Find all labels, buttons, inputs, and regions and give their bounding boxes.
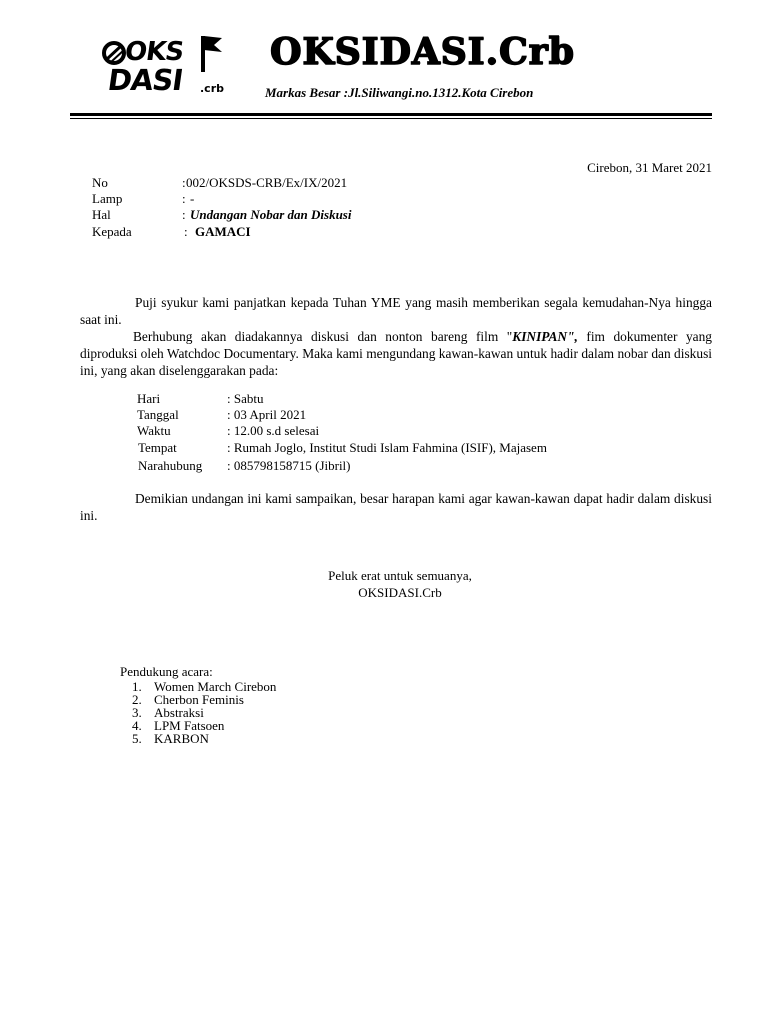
meta-value-kepada: GAMACI [195,224,251,239]
list-item-name: KARBON [154,731,209,746]
film-title: KINIPAN", [512,329,578,344]
list-item-number: 1. [132,679,142,694]
meta-value-hal: Undangan Nobar dan Diskusi [190,207,352,222]
detail-label-narahubung: Narahubung [138,458,203,473]
logo-text-line1: OKS [122,37,186,67]
list-item [132,732,276,745]
logo-text-line2: DASI [105,63,185,97]
paragraph-invitation-pre: Berhubung akan diadakannya diskusi dan nonton bareng film " [133,329,513,344]
meta-sep-lamp: : [182,191,186,206]
meta-label-no: No [92,175,108,190]
detail-value-tanggal: : 03 April 2021 [227,407,307,422]
detail-label-hari: Hari [137,391,161,406]
closing-signature: OKSIDASI.Crb [358,585,442,600]
letterhead-divider-thick [70,113,712,116]
paragraph-closing [80,490,712,524]
letterhead-divider-thin [70,118,712,119]
paragraph-closing-text: Demikian undangan ini kami sampaikan, besar harapan kami agar kawan-kawan dapat hadir dalam diskusi ini. [80,491,712,523]
meta-value-lamp: - [190,191,195,206]
meta-sep-hal: : [182,207,186,222]
meta-value-no: 002/OKSDS-CRB/Ex/IX/2021 [186,175,348,190]
list-item-number: 3. [132,705,142,720]
list-item-name: Women March Cirebon [154,679,277,694]
organization-name: OKSIDASI.Crb [270,31,575,73]
detail-value-narahubung: : 085798158715 (Jibril) [227,458,351,473]
paragraph-invitation-post: fim dokumenter yang diproduksi oleh Watchdoc Documentary. Maka kami mengundang kawan-kawan untuk hadir dalam nobar dan diskusi ini, yang akan diselenggarakan pada: [80,329,712,378]
detail-label-waktu: Waktu [137,423,171,438]
meta-label-hal: Hal [92,207,111,222]
meta-label-kepada: Kepada [92,224,132,239]
meta-sep-kepada: : [184,224,188,239]
organization-address: Markas Besar :Jl.Siliwangi.no.1312.Kota Cirebon [265,85,534,100]
list-item-number: 4. [132,718,142,733]
list-item-name: Abstraksi [154,705,204,720]
paragraph-opening-text: Puji syukur kami panjatkan kepada Tuhan YME yang masih memberikan segala kemudahan-Nya hingga saat ini. [80,295,712,327]
detail-value-waktu: : 12.00 s.d selesai [227,423,320,438]
supporters-list [132,680,276,745]
meta-sep-no: : [182,175,186,190]
detail-value-hari: : Sabtu [227,391,264,406]
paragraph-invitation [80,328,712,379]
supporters-title: Pendukung acara: [120,664,213,679]
list-item-number: 5. [132,731,142,746]
list-item-name: LPM Fatsoen [154,718,225,733]
logo-suffix: .crb [200,82,224,95]
detail-label-tanggal: Tanggal [137,407,179,422]
list-item-number: 2. [132,692,142,707]
detail-label-tempat: Tempat [138,440,177,455]
list-item-name: Cherbon Feminis [154,692,244,707]
meta-label-lamp: Lamp [92,191,123,206]
organization-logo [100,32,235,102]
paragraph-opening [80,294,712,328]
detail-value-tempat: : Rumah Joglo, Institut Studi Islam Fahmina (ISIF), Majasem [227,440,547,455]
letter-date: Cirebon, 31 Maret 2021 [587,160,712,175]
closing-greeting: Peluk erat untuk semuanya, [328,568,472,583]
